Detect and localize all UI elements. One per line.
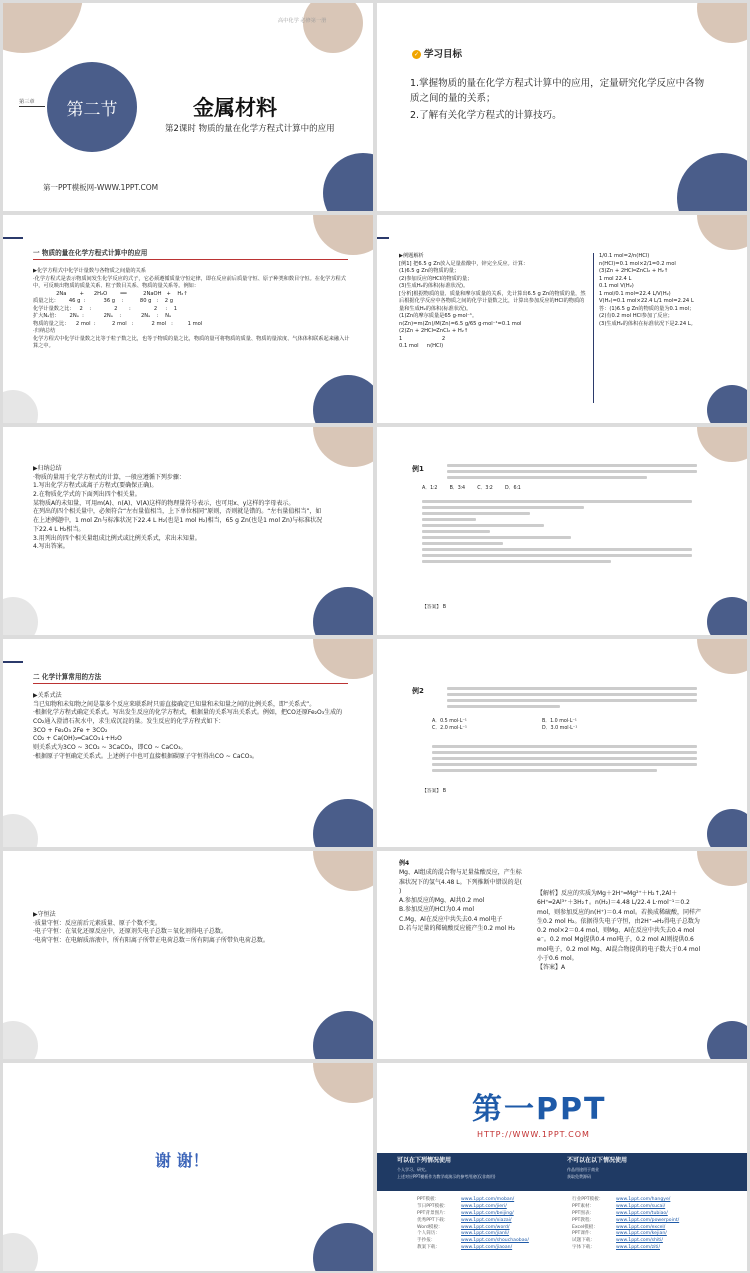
resource-link-row	[417, 1218, 529, 1225]
resource-link[interactable]: www.1ppt.com/jianli/	[461, 1231, 510, 1237]
resource-link-row	[572, 1197, 679, 1204]
section-label: 第二节	[66, 99, 118, 120]
decor-circle	[697, 851, 747, 886]
resource-link-row	[417, 1197, 529, 1204]
slide-thanks	[3, 1063, 373, 1271]
resource-link[interactable]: www.1ppt.com/tubiao/	[616, 1210, 668, 1216]
example-label: 例1	[412, 465, 424, 473]
resource-link-label: PPT模板：	[417, 1197, 440, 1202]
slide-section-1	[3, 215, 373, 423]
resource-link-label: 教案下载：	[417, 1245, 440, 1251]
resource-link-label: 优秀PPT下载：	[417, 1217, 449, 1223]
answer: 【答案】 B	[422, 605, 447, 610]
slide-example-scan-1	[377, 427, 747, 635]
resource-link[interactable]: www.1ppt.com/jiaoan/	[461, 1245, 513, 1251]
accent-bar	[3, 661, 23, 663]
decor-circle	[707, 1021, 747, 1059]
can-use-item: 上述对应PPT模板作为教学或演示的参考用途(仅非商用)	[397, 1174, 496, 1179]
decor-circle	[313, 427, 373, 467]
slide-goals	[377, 3, 747, 211]
resource-link[interactable]: www.1ppt.com/beijing/	[461, 1210, 514, 1216]
resource-link[interactable]: www.1ppt.com/xiazai/	[461, 1217, 512, 1223]
decor-circle	[677, 153, 747, 211]
resource-link-label: PPT素材：	[572, 1203, 595, 1209]
decor-circle	[707, 809, 747, 847]
resource-link[interactable]: www.1ppt.com/shiti/	[616, 1238, 663, 1244]
scanned-question	[447, 684, 697, 711]
decor-circle	[3, 1233, 38, 1271]
resource-link-label: 个人简历：	[417, 1231, 440, 1237]
resource-link-label: PPT背景图片：	[417, 1210, 449, 1216]
can-use-item: 个人学习、研究。	[397, 1167, 429, 1172]
decor-circle	[707, 597, 747, 635]
resource-link-label: 行业PPT模板：	[572, 1197, 604, 1202]
example-4-solution: 【解析】反应的实质为Mg＋2H⁺═Mg²⁺＋H₂↑,2Al＋6H⁺═2Al³⁺＋3H₂↑。n(H₂)＝4.48 L/22.4 L·mol⁻¹＝0.2 mol，则参加反应的n(H⁺)＝0.4 mol。若换成稀硫酸，同样产生0.2 mol H₂。依据得失电子守恒，由2H⁺→H₂得电子总数为0.2 mol×2＝0.4 mol，则Mg、Al在反应中共失去0.4 mol e⁻。0.2 mol Mg提供0.4 mol电子，0.2 mol Al则提供0.6 mol电子，0.2 mol Mg、Al混合物提供的电子数大于0.4 mol小于0.6 mol。 【答案】A	[537, 890, 701, 972]
slide-summary	[3, 427, 373, 635]
slide-example-scan-2	[377, 639, 747, 847]
decor-circle	[313, 587, 373, 635]
section-heading: 二 化学计算常用的方法	[33, 673, 102, 681]
resource-link[interactable]: www.1ppt.com/ziti/	[616, 1245, 660, 1251]
decor-circle	[313, 375, 373, 423]
footer-site: 第一PPT模板网-WWW.1PPT.COM	[43, 183, 159, 192]
goal-1: 1.掌握物质的量在化学方程式计算中的应用，定量研究化学反应中各物质之间的量的关系；	[410, 78, 705, 105]
resource-link-label: Excel模板：	[572, 1224, 598, 1230]
chapter-underline	[19, 106, 45, 107]
accent-bar	[377, 237, 389, 239]
summary-body: ▶归纳总结 ·物质的量用于化学方程式的计算，一般应遵循下列步骤： 1.写出化学方程式或离子方程式(要确保正确)。 2.在物质化学式的下面列出四个相关量。 某物质A的未知量，可用m(A)、n(A)、V(A)这样的物理量符号表示，也可用x、y这样的字母表示。 在列出的四个相关量中，必须符合“左右量值相当，上下单位相同”原则，否则就是错的。“左右量值相当”，如在上述例题中，1 mol Zn与标准状况下22.4 L H₂(也是1 mol H₂)相当，65 g Zn(也是1 mol Zn)与标准状况下22.4 L H₂相当。 3.用列出的四个相关量组成比例式或比例关系式，求出未知量。 4.写出答案。	[33, 465, 323, 551]
heading-rule	[33, 683, 348, 684]
resource-link[interactable]: www.1ppt.com/shouchaobao/	[461, 1238, 529, 1244]
can-use-title: 可以在下列情况使用	[397, 1157, 452, 1164]
resource-link[interactable]: www.1ppt.com/word/	[461, 1224, 510, 1230]
decor-circle	[707, 385, 747, 423]
decor-circle	[313, 1011, 373, 1059]
resource-link-row	[417, 1204, 529, 1211]
section-body: ▶关系式法 当已知物和未知物之间是靠多个反应来联系时只需直接确定已知量和未知量之间的比例关系，即“关系式”。 ·根据化学方程式确定关系式。写出发生反应的化学方程式，根据量的关系写出关系式。例如，把CO还原Fe₂O₃生成的CO₂通入澄清石灰水中，求生成沉淀的量。发生反应的化学方程式如下： 3CO + Fe₂O₃ 2Fe + 3CO₂ CO₂ + Ca(OH)₂═CaCO₃↓+H₂O 则关系式为3CO ~ 3CO₂ ~ 3CaCO₃，即CO ~ CaCO₃。 ·根据原子守恒确定关系式。上述例子中也可直接根据碳原子守恒得出CO ~ CaCO₃。	[33, 692, 343, 760]
decor-circle	[697, 215, 747, 250]
top-note: 高中化学 必修第一册	[278, 18, 327, 24]
section-body: ▶化学方程式中化学计量数与各物质之间量的关系 ·化学方程式是表示物质间发生化学反应的式子，它必须遵循质量守恒定律，即在反应前后质量守恒、原子种类和数目守恒。在化学方程式中，可反映出物质的质量关系、粒子数目关系、物质的量关系等。例如： 2Na + 2H₂O ══ 2NaOH + H₂↑ 质量之比： 46 g : 36 g : 80 g : 2 g 化学计量数之比： 2 : 2 : 2 : 1 扩大Nₐ倍： 2Nₐ : 2Nₐ : 2Nₐ : Nₐ 物质的量之比： 2 mol : 2 mol : 2 mol : 1 mol ·归纳总结 化学方程式中化学计量数之比等于粒子数之比，也等于物质的量之比，物质的量可将物质的质量、物质的量浓度、气体体积联系起来融入计算之中。	[33, 268, 350, 350]
resource-link-label: PPT教程：	[572, 1217, 595, 1223]
example-left: ▶例题解析 [例1] 把6.5 g Zn放入足量盐酸中，锌完全反应。计算： (1)6.5 g Zn的物质的量； (2)参加反应的HCl的物质的量； (3)生成H₂的体积(标准状况)。 [分析]根据物质的量、质量和摩尔质量的关系，先计算出6.5 g Zn的物质的量，然后根据化学反应中各物质之间的化学计量数之比，计算出参加反应的HCl的物质的量和生成H₂的体积(标准状况)。 (1)Zn的摩尔质量是65 g·mol⁻¹。 n(Zn)=m(Zn)/M(Zn)=6.5 g/65 g·mol⁻¹=0.1 mol (2)Zn + 2HCl═ZnCl₂ + H₂↑ 1 2 0.1 mol n(HCl)	[399, 253, 586, 350]
resource-link-row	[417, 1211, 529, 1218]
decor-circle	[3, 390, 38, 423]
resource-link[interactable]: www.1ppt.com/kejian/	[616, 1231, 667, 1237]
decor-circle	[3, 814, 38, 847]
section-heading: 一 物质的量在化学方程式计算中的应用	[33, 249, 148, 257]
decor-circle	[3, 3, 83, 53]
heading-rule	[33, 259, 348, 260]
accent-bar	[3, 237, 23, 239]
decor-circle	[3, 597, 38, 635]
check-icon: ✓	[413, 51, 420, 58]
scanned-solution	[422, 497, 692, 566]
slide-example-4	[377, 851, 747, 1059]
resource-link-row	[572, 1245, 679, 1252]
example-4-question: 例4 Mg、Al组成的混合物与足量盐酸反应，产生标准状况下的氢气4.48 L。下列推断中错误的是( ) A.参加反应的Mg、Al共0.2 mol B.参加反应的HCl为0.4 mol C.Mg、Al在反应中共失去0.4 mol电子 D.若与足量的稀硫酸反应能产生0.2 mol H₂	[399, 860, 522, 933]
goals-heading: ✓ 学习目标	[413, 49, 463, 60]
chapter-tag: 第三章	[19, 99, 35, 105]
decor-circle	[697, 3, 747, 43]
resource-link-label: 节日PPT模板：	[417, 1203, 449, 1209]
resource-link-row	[572, 1211, 679, 1218]
slide-conservation	[3, 851, 373, 1059]
links-left	[417, 1197, 529, 1252]
thanks-text: 谢 谢！	[155, 1151, 209, 1170]
brand-logo: 第一PPT	[472, 1092, 607, 1127]
decor-circle	[313, 1223, 373, 1271]
conservation-body: ▶守恒法 ·质量守恒：反应前后元素质量、原子个数不变。 ·电子守恒：在氧化还原反应中，还原剂失电子总数＝氧化剂得电子总数。 ·电荷守恒：在电解质溶液中，所有阳离子所带正电荷总数＝所有阴离子所带负电荷总数。	[33, 911, 269, 945]
resource-link-label: 手抄报：	[417, 1238, 436, 1244]
slide-title	[3, 3, 373, 211]
resource-link[interactable]: www.1ppt.com/hangye/	[616, 1197, 671, 1202]
answer: 【答案】 B	[422, 789, 447, 794]
page-title: 金属材料	[193, 96, 277, 120]
decor-circle	[313, 215, 373, 255]
slide-section-2	[3, 639, 373, 847]
decor-circle	[697, 427, 747, 462]
resource-link-row	[572, 1204, 679, 1211]
scanned-solution	[432, 742, 697, 775]
resource-link-label: PPT图表：	[572, 1210, 595, 1216]
decor-circle	[323, 153, 373, 211]
resource-link-row	[572, 1218, 679, 1225]
decor-circle	[313, 799, 373, 847]
decor-circle	[313, 1063, 373, 1103]
answer-options: A．1∶2 B．3∶4 C．3∶2 D．6∶1	[422, 486, 521, 491]
resource-link[interactable]: www.1ppt.com/excel/	[616, 1224, 666, 1230]
resource-link-row	[417, 1245, 529, 1252]
resource-link-label: Word模板：	[417, 1224, 443, 1230]
goal-2: 2.了解有关化学方程式的计算技巧。	[410, 110, 562, 121]
decor-circle	[303, 3, 363, 53]
resource-link-label: PPT课件：	[572, 1231, 595, 1237]
example-label: 例2	[412, 687, 424, 695]
resource-link-label: 字体下载：	[572, 1245, 595, 1251]
resource-link[interactable]: www.1ppt.com/powerpoint/	[616, 1217, 680, 1223]
links-right	[572, 1197, 679, 1252]
decor-circle	[697, 639, 747, 674]
resource-link[interactable]: www.1ppt.com/sucai/	[616, 1203, 666, 1209]
page-subtitle: 第2课时 物质的量在化学方程式计算中的应用	[165, 124, 335, 134]
slide-example-1	[377, 215, 747, 423]
scanned-question	[447, 461, 697, 482]
resource-link[interactable]: www.1ppt.com/jieri/	[461, 1203, 507, 1209]
resource-link-label: 试题下载：	[572, 1238, 595, 1244]
usage-banner	[377, 1153, 747, 1191]
section-badge	[47, 62, 137, 152]
cannot-use-item: 获取免费源码	[567, 1174, 591, 1179]
slide-brand	[377, 1063, 747, 1271]
column-divider	[593, 253, 594, 403]
decor-circle	[3, 1021, 38, 1059]
cannot-use-title: 不可以在以下情况使用	[567, 1157, 628, 1164]
brand-url: HTTP://WWW.1PPT.COM	[477, 1130, 590, 1139]
decor-circle	[313, 639, 373, 679]
decor-circle	[313, 851, 373, 891]
cannot-use-item: 作品用途用于商业	[567, 1167, 599, 1172]
answer-options: A．0.5 mol·L⁻¹ B．1.0 mol·L⁻¹ C．2.0 mol·L⁻¹ D．3.0 mol·L⁻¹	[432, 719, 578, 731]
resource-link[interactable]: www.1ppt.com/moban/	[461, 1197, 515, 1202]
example-right: 1/0.1 mol=2/n(HCl) n(HCl)=0.1 mol×2/1=0.2 mol (3)Zn + 2HCl═ZnCl₂ + H₂↑ 1 mol 22.4 L 0.1 mol V(H₂) 1 mol/0.1 mol=22.4 L/V(H₂) V(H₂)=0.1 mol×22.4 L/1 mol=2.24 L 答：(1)6.5 g Zn的物质的量为0.1 mol； (2)有0.2 mol HCl参加了反应； (3)生成H₂的体积在标准状况下是2.24 L。	[599, 253, 696, 327]
